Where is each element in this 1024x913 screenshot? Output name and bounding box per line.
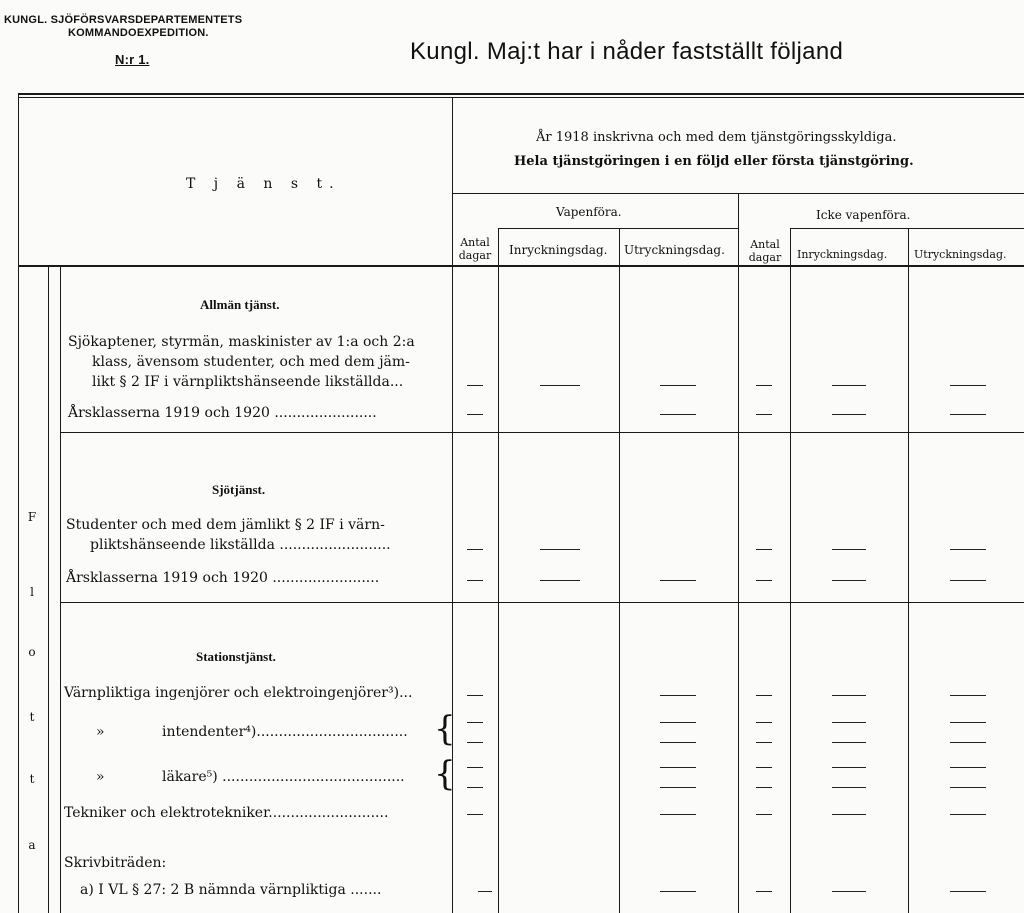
section-title-station: Stationstjänst. xyxy=(196,649,276,664)
column-border-2 xyxy=(498,228,499,913)
side-label-letter-6: a xyxy=(28,838,36,852)
document-title: Kungl. Maj:t har i nåder fastställt följand xyxy=(410,38,844,65)
side-label-letter-4: t xyxy=(29,710,35,724)
sjo-row1-line1: Studenter och med dem jämlikt § 2 IF i värn- xyxy=(66,517,385,533)
side-label-letter-5: t xyxy=(29,772,35,786)
side-label-letter-1: F xyxy=(27,510,37,524)
section-divider-2 xyxy=(60,602,1024,603)
department-line-1: KUNGL. SJÖFÖRSVARSDEPARTEMENTETS xyxy=(4,14,243,26)
column-border-6 xyxy=(908,228,909,913)
inryckningsdag-heading-2: Inryckningsdag. xyxy=(797,248,888,261)
icke-vapenfora-divider xyxy=(790,228,1024,229)
station-row6: a) I VL § 27: 2 B nämnda värnpliktiga ....... xyxy=(80,882,382,898)
allman-row1-line3: likt § 2 IF i värnpliktshänseende likställda... xyxy=(92,374,404,390)
station-row2: intendenter⁴).................................. xyxy=(162,724,408,740)
allman-row1-line2: klass, ävensom studenter, och med dem jäm- xyxy=(92,354,410,370)
section-divider-1 xyxy=(60,432,1024,433)
department-line-2: KOMMANDOEXPEDITION. xyxy=(68,27,209,39)
station-row1: Värnpliktiga ingenjörer och elektroingenjörer³)... xyxy=(64,685,413,701)
section-title-allman: Allmän tjänst. xyxy=(200,297,280,312)
icke-vapenfora-heading: Icke vapenföra. xyxy=(816,208,911,222)
year-heading-line-1: År 1918 inskrivna och med dem tjänstgöringsskyldiga. xyxy=(536,130,897,145)
allman-row1-line1: Sjökaptener, styrmän, maskinister av 1:a och 2:a xyxy=(68,334,415,350)
station-row5: Skrivbiträden: xyxy=(64,855,167,871)
section-title-sjo: Sjötjänst. xyxy=(212,482,266,497)
sjo-row2: Årsklasserna 1919 och 1920 ........................ xyxy=(66,570,380,586)
antal-dagar-heading-2: Antal dagar xyxy=(748,238,782,264)
year-heading-line-2: Hela tjänstgöringen i en följd eller första tjänstgöring. xyxy=(514,154,914,169)
sjo-row1-line2: pliktshänseende likställda ......................... xyxy=(90,537,391,553)
side-label-letter-3: o xyxy=(28,645,36,659)
column-border-4 xyxy=(738,193,739,913)
station-row4: Tekniker och elektrotekniker........................... xyxy=(64,805,389,821)
vapenfora-divider xyxy=(498,228,738,229)
side-label-letter-2: l xyxy=(30,585,34,599)
vapenfora-heading: Vapenföra. xyxy=(556,205,622,219)
table-top-border xyxy=(18,93,1024,95)
allman-row2: Årsklasserna 1919 och 1920 ....................... xyxy=(68,405,377,421)
table-left-border xyxy=(18,93,19,913)
side-label-border xyxy=(48,267,49,913)
utryckningsdag-heading-1: Utryckningsdag. xyxy=(624,243,725,257)
column-border-5 xyxy=(790,228,791,913)
inryckningsdag-heading-1: Inryckningsdag. xyxy=(509,243,608,257)
station-row3: läkare⁵) ......................................... xyxy=(162,769,405,785)
tjanst-heading: T j ä n s t. xyxy=(186,176,341,192)
header-bottom-border xyxy=(18,265,1024,267)
station-row2-prefix: » xyxy=(96,724,105,740)
text-column-border xyxy=(60,267,61,913)
document-number: N:r 1. xyxy=(115,52,150,67)
table-top-border-inner xyxy=(18,97,1024,98)
station-row3-prefix: » xyxy=(96,769,105,785)
brace-intendenter: { xyxy=(434,709,456,749)
antal-dagar-heading-1: Antal dagar xyxy=(458,236,492,262)
utryckningsdag-heading-2: Utryckningsdag. xyxy=(914,248,1007,261)
column-border-3 xyxy=(619,228,620,913)
brace-lakare: { xyxy=(434,754,456,794)
